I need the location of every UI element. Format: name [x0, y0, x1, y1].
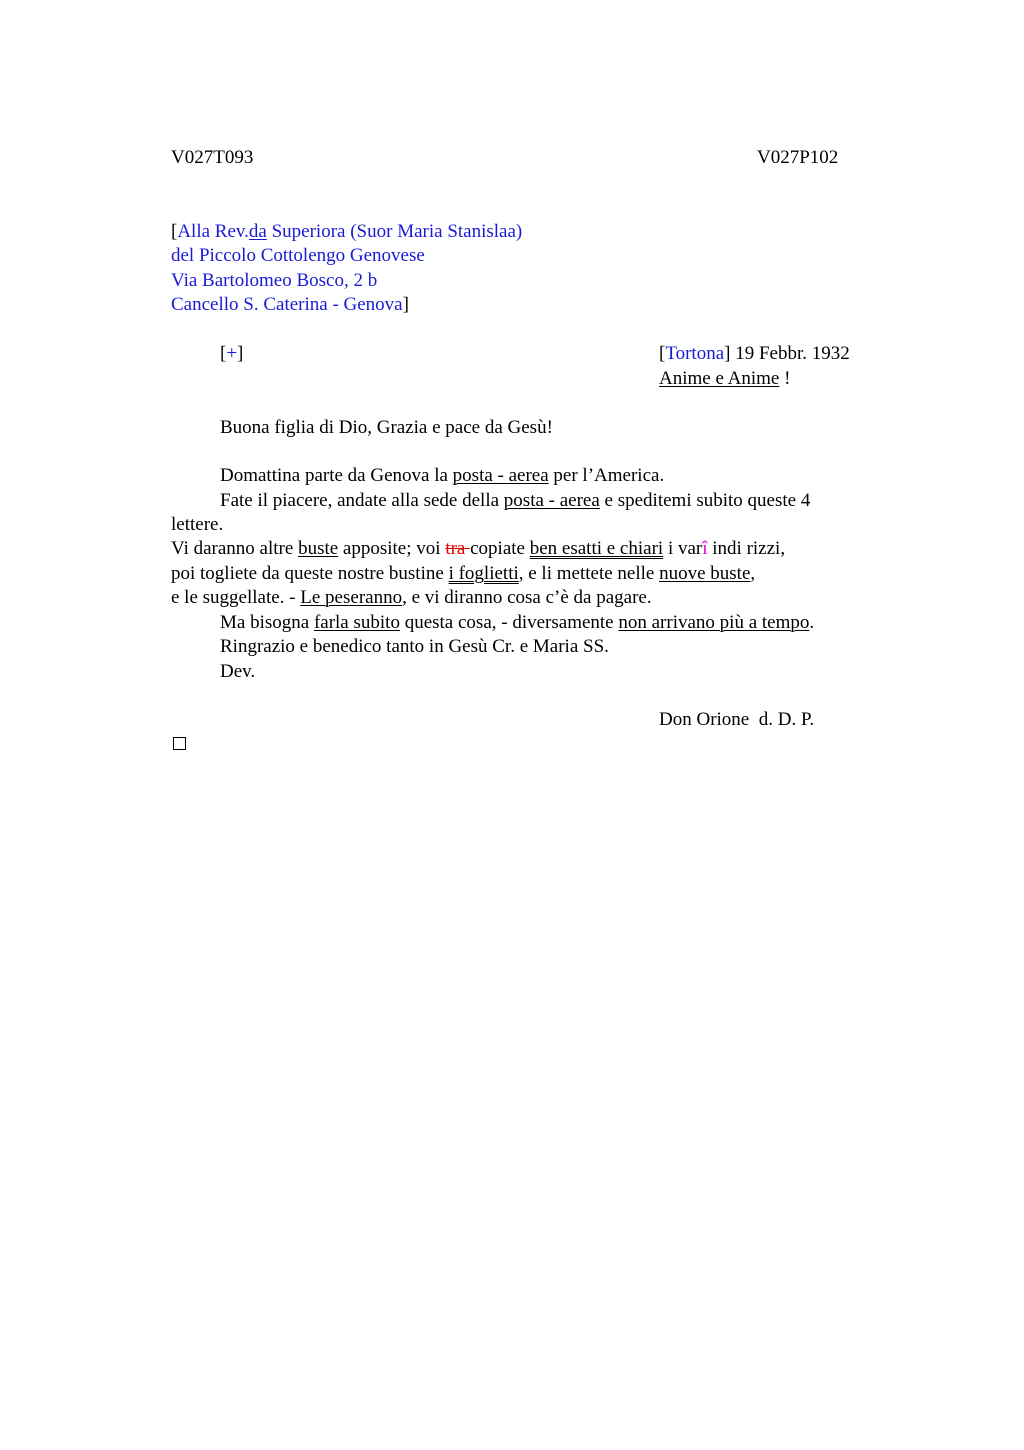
body-line: poi togliete da queste nostre bustine i foglietti, e li mettete nelle nuove buste, — [171, 563, 756, 584]
body-line: lettere. — [171, 514, 224, 535]
deleted-text: tra — [445, 538, 471, 559]
motto-text: Anime e Anime — [659, 368, 780, 389]
greeting: Buona figlia di Dio, Grazia e pace da Gesù! — [220, 417, 553, 438]
cross-mark: [+] — [220, 343, 244, 364]
dateline: [Tortona] 19 Febbr. 1932 — [659, 343, 850, 364]
editorial-mark: î — [702, 538, 708, 559]
address-line-2: del Piccolo Cottolengo Genovese — [171, 245, 425, 266]
address-recipient-a: Alla Rev. — [177, 221, 249, 242]
address-recipient-b: Superiora (Suor Maria Stanislaa) — [266, 221, 523, 242]
bracket-close: ] — [402, 294, 409, 315]
body-line: Vi daranno altre buste apposite; voi tra copiate ben esatti e chiari i varî indi rizzi, — [171, 538, 786, 559]
address-line-1 — [171, 220, 522, 244]
bracket-open: [ — [171, 221, 178, 242]
address-line-3: Via Bartolomeo Bosco, 2 b — [171, 270, 378, 291]
address-recipient-abbr: da — [248, 221, 267, 242]
address-line-4 — [171, 293, 409, 317]
body-line: Fate il piacere, andate alla sede della posta - aerea e speditemi subito queste 4 — [220, 490, 811, 511]
body-line: Domattina parte da Genova la posta - aerea per l’America. — [220, 465, 665, 486]
body-line: Dev. — [220, 661, 256, 682]
doc-code-left: V027T093 — [171, 147, 254, 168]
place-name: Tortona — [665, 343, 725, 364]
end-box-icon — [173, 737, 186, 750]
body-line: Ma bisogna farla subito questa cosa, - diversamente non arrivano più a tempo. — [220, 612, 815, 633]
body-line: e le suggellate. - Le peseranno, e vi diranno cosa c’è da pagare. — [171, 587, 652, 608]
motto: Anime e Anime ! — [659, 368, 791, 389]
address-city: Cancello S. Caterina - Genova — [171, 294, 403, 315]
cross-symbol: + — [226, 343, 238, 364]
doc-code-right: V027P102 — [757, 147, 839, 168]
date-text: 19 Febbr. 1932 — [730, 343, 850, 364]
signature: Don Orione d. D. P. — [659, 709, 815, 730]
body-line: Ringrazio e benedico tanto in Gesù Cr. e Maria SS. — [220, 636, 609, 657]
